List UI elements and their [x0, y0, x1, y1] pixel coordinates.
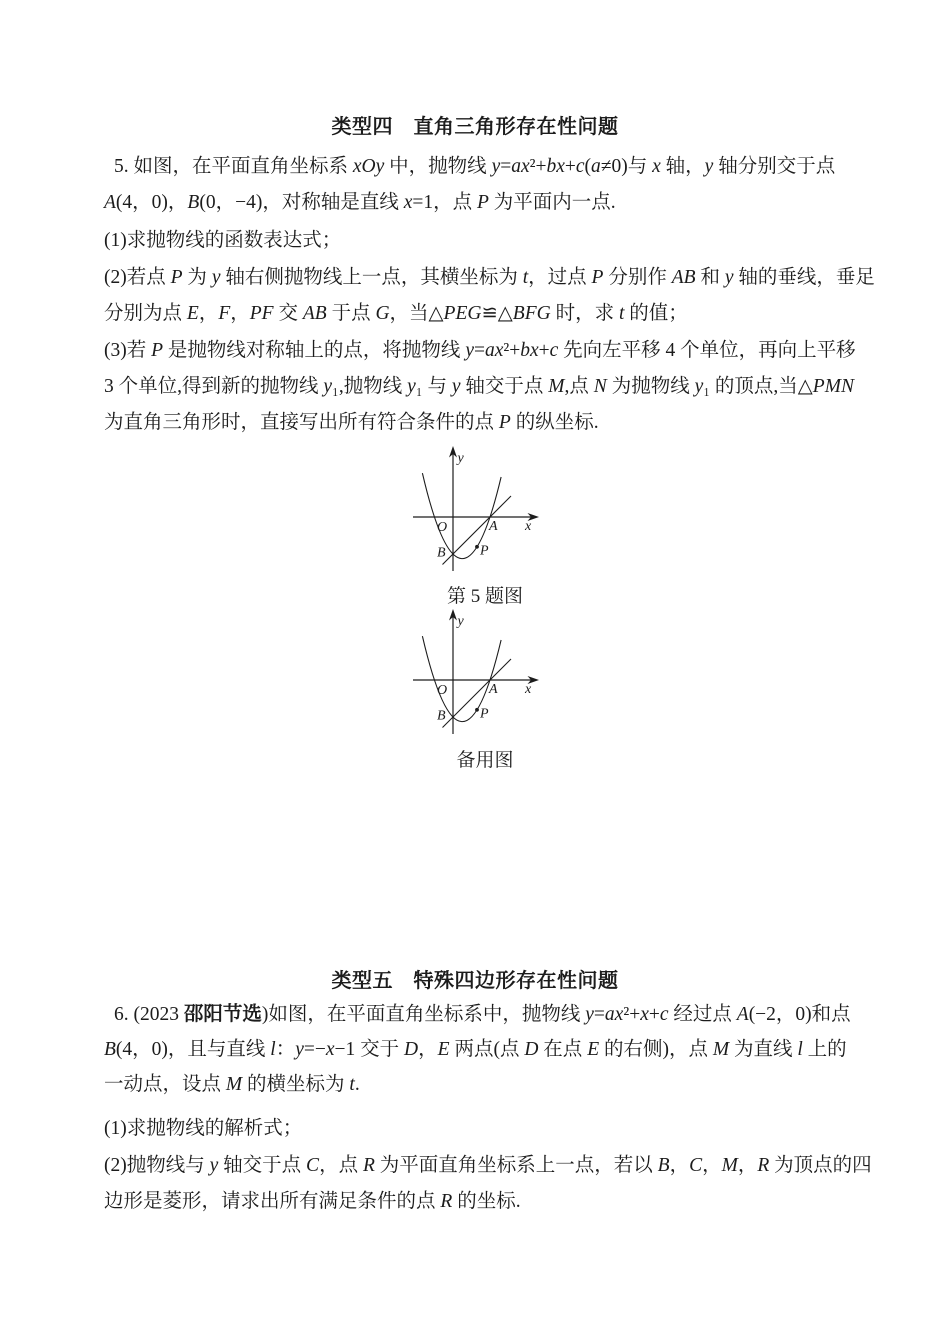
origin-label: O — [437, 520, 448, 535]
figure-problem5-spare — [405, 606, 545, 738]
origin-label: O — [437, 683, 448, 698]
figure-caption-main: 第 5 题图 — [446, 586, 523, 607]
problem6-line-3: 一动点，设点 M 的横坐标为 t. — [104, 1074, 360, 1095]
point-p-dot — [475, 545, 479, 549]
point-a-label: A — [489, 519, 498, 534]
problem5-line-1: 5. 如图，在平面直角坐标系 xOy 中，抛物线 y=ax²+bx+c(a≠0)与 x 轴，y 轴分别交于点 — [114, 156, 836, 177]
problem6-line-5: (2)抛物线与 y 轴交于点 C，点 R 为平面直角坐标系上一点，若以 B，C，M，R 为顶点的四 — [104, 1155, 872, 1176]
problem6-line-2: B(4，0)，且与直线 l：y=−x−1 交于 D，E 两点(点 D 在点 E 的右侧)，点 M 为直线 l 上的 — [104, 1039, 847, 1060]
point-p-label: P — [480, 543, 489, 559]
x-axis-label: x — [525, 682, 532, 697]
problem5-line-4: (2)若点 P 为 y 轴右侧抛物线上一点，其横坐标为 t，过点 P 分别作 AB 和 y 轴的垂线，垂足 — [104, 267, 875, 288]
point-b-label: B — [437, 708, 446, 724]
problem6-line-1: 6. (2023 邵阳节选)如图，在平面直角坐标系中，抛物线 y=ax²+x+c 经过点 A(−2，0)和点 — [114, 1003, 851, 1025]
problem6-line-6: 边形是菱形，请求出所有满足条件的点 R 的坐标. — [104, 1191, 521, 1212]
point-a-label: A — [489, 682, 498, 697]
problem5-line-5: 分别为点 E，F，PF 交 AB 于点 G，当△PEG≌△BFG 时，求 t 的值； — [104, 303, 688, 324]
point-b-label: B — [437, 545, 446, 561]
point-p-label: P — [480, 706, 489, 722]
figure-caption-spare: 备用图 — [456, 750, 514, 771]
figure-problem5-main — [405, 443, 545, 575]
y-axis-label: y — [457, 451, 464, 466]
problem5-line-3: (1)求抛物线的函数表达式； — [104, 230, 342, 251]
problem5-line-8: 为直角三角形时，直接写出所有符合条件的点 P 的纵坐标. — [104, 412, 599, 433]
problem6-line-4: (1)求抛物线的解析式； — [104, 1118, 303, 1139]
section-heading-type4: 类型四 直角三角形存在性问题 — [331, 116, 619, 138]
section-heading-type5: 类型五 特殊四边形存在性问题 — [331, 970, 619, 992]
problem5-line-6: (3)若 P 是抛物线对称轴上的点，将抛物线 y=ax²+bx+c 先向左平移 4 个单位，再向上平移 — [104, 340, 856, 361]
x-axis-label: x — [525, 519, 532, 534]
point-p-dot — [475, 708, 479, 712]
problem5-line-2: A(4，0)，B(0，−4)，对称轴是直线 x=1，点 P 为平面内一点. — [104, 192, 616, 213]
problem5-line-7: 3 个单位,得到新的抛物线 y₁,抛物线 y₁ 与 y 轴交于点 M,点 N 为抛物线 y₁ 的顶点,当△PMN — [104, 376, 854, 397]
y-axis-label: y — [457, 614, 464, 629]
